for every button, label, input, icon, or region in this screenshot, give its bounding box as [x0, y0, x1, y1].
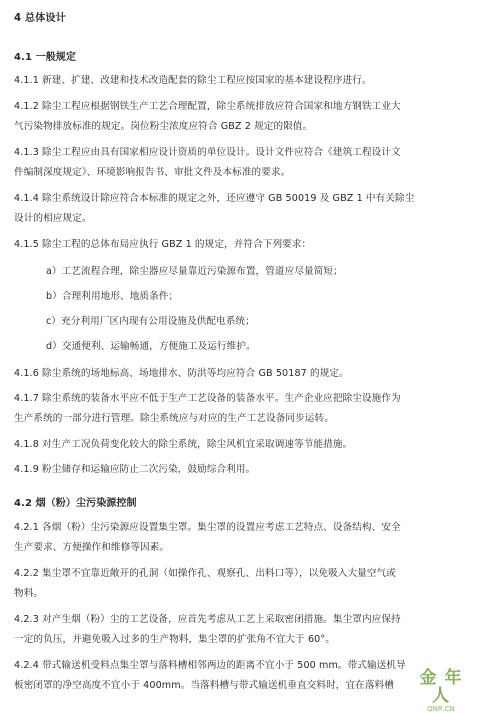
clause-4-2-2: 4.2.2 集尘罩不宜靠近敞开的孔洞（如操作孔、观察孔、出料口等），以免吸入大量空气或: [14, 568, 396, 579]
clause-4-1-7-cont: 生产系统的一部分进行管理。除尘系统应与对应的生产工艺设备同步运转。: [14, 413, 334, 424]
clause-4-2-1: 4.2.1 各烟（粉）尘污染源应设置集尘罩。集尘罩的设置应考虑工艺特点、设备结构、安全: [14, 522, 401, 533]
clause-4-2-4-cont: 板密闭罩的净空高度不宜小于 400mm。当落料槽与带式输送机垂直交料时，宜在落料槽: [14, 680, 394, 691]
clause-4-2-1-cont: 生产要求、方便操作和维修等因素。: [14, 542, 170, 553]
clause-4-2-4: 4.2.4 带式输送机受料点集尘罩与落料槽相邻两边的距离不宜小于 500 mm。带式输送机导: [14, 660, 406, 671]
clause-4-1-4: 4.1.4 除尘系统设计除应符合本标准的规定之外，还应遵守 GB 50019 及 GBZ 1 中有关除尘: [14, 193, 415, 204]
clause-4-1-1: 4.1.1 新建、扩建、改建和技术改造配套的除尘工程应按国家的基本建设程序进行。: [14, 75, 372, 86]
clause-4-2-2-cont: 物料。: [14, 588, 44, 599]
clause-4-1-5: 4.1.5 除尘工程的总体布局应执行 GBZ 1 的规定，并符合下列要求：: [14, 239, 312, 250]
chapter-heading: 4 总体设计: [14, 13, 66, 24]
clause-4-2-3: 4.2.3 对产生烟（粉）尘的工艺设备，应首先考虑从工艺上采取密闭措施。集尘罩内应保持: [14, 614, 401, 625]
section-heading: 4.1 一般规定: [14, 52, 76, 63]
clause-4-1-6: 4.1.6 除尘系统的场地标高、场地排水、防洪等均应符合 GB 50187 的规定。: [14, 368, 349, 379]
clause-4-1-2: 4.1.2 除尘工程应根据钢铁生产工艺合理配置，除尘系统排放应符合国家和地方钢铁工业大: [14, 101, 401, 112]
clause-4-1-7: 4.1.7 除尘系统的装备水平应不低于生产工艺设备的装备水平。生产企业应把除尘设施作为: [14, 393, 401, 404]
clause-4-1-3: 4.1.3 除尘工程应由具有国家相应设计资质的单位设计。设计文件应符合《建筑工程设计文: [14, 147, 401, 158]
clause-4-1-4-cont: 设计的相应规定。: [14, 213, 92, 224]
list-item-c: c）充分利用厂区内现有公用设施及供配电系统；: [46, 316, 255, 327]
watermark-text: 金 年 人: [419, 668, 463, 706]
clause-4-1-2-cont: 气污染物排放标准的规定。岗位粉尘浓度应符合 GBZ 2 规定的限值。: [14, 121, 313, 132]
clause-4-1-8: 4.1.8 对生产工况负荷变化较大的除尘系统，除尘风机宜采取调速等节能措施。: [14, 439, 353, 450]
clause-4-1-3-cont: 件编制深度规定》、环境影响报告书、审批文件及本标准的要求。: [14, 167, 291, 178]
site-watermark: [409, 668, 473, 713]
section-heading: 4.2 烟（粉）尘污染源控制: [14, 498, 137, 509]
list-item-a: a）工艺流程合理，除尘器应尽量靠近污染源布置，管道应尽量简短；: [46, 266, 343, 277]
list-item-d: d）交通便利、运输畅通，方便施工及运行维护。: [46, 341, 256, 352]
watermark-url: QNR.CN: [427, 705, 455, 713]
clause-4-1-9: 4.1.9 粉尘储存和运输应防止二次污染，鼓励综合利用。: [14, 464, 256, 475]
clause-4-2-3-cont: 一定的负压，并避免吸入过多的生产物料，集尘罩的扩张角不宜大于 60°。: [14, 634, 335, 645]
list-item-b: b）合理利用地形、地质条件；: [46, 291, 179, 302]
